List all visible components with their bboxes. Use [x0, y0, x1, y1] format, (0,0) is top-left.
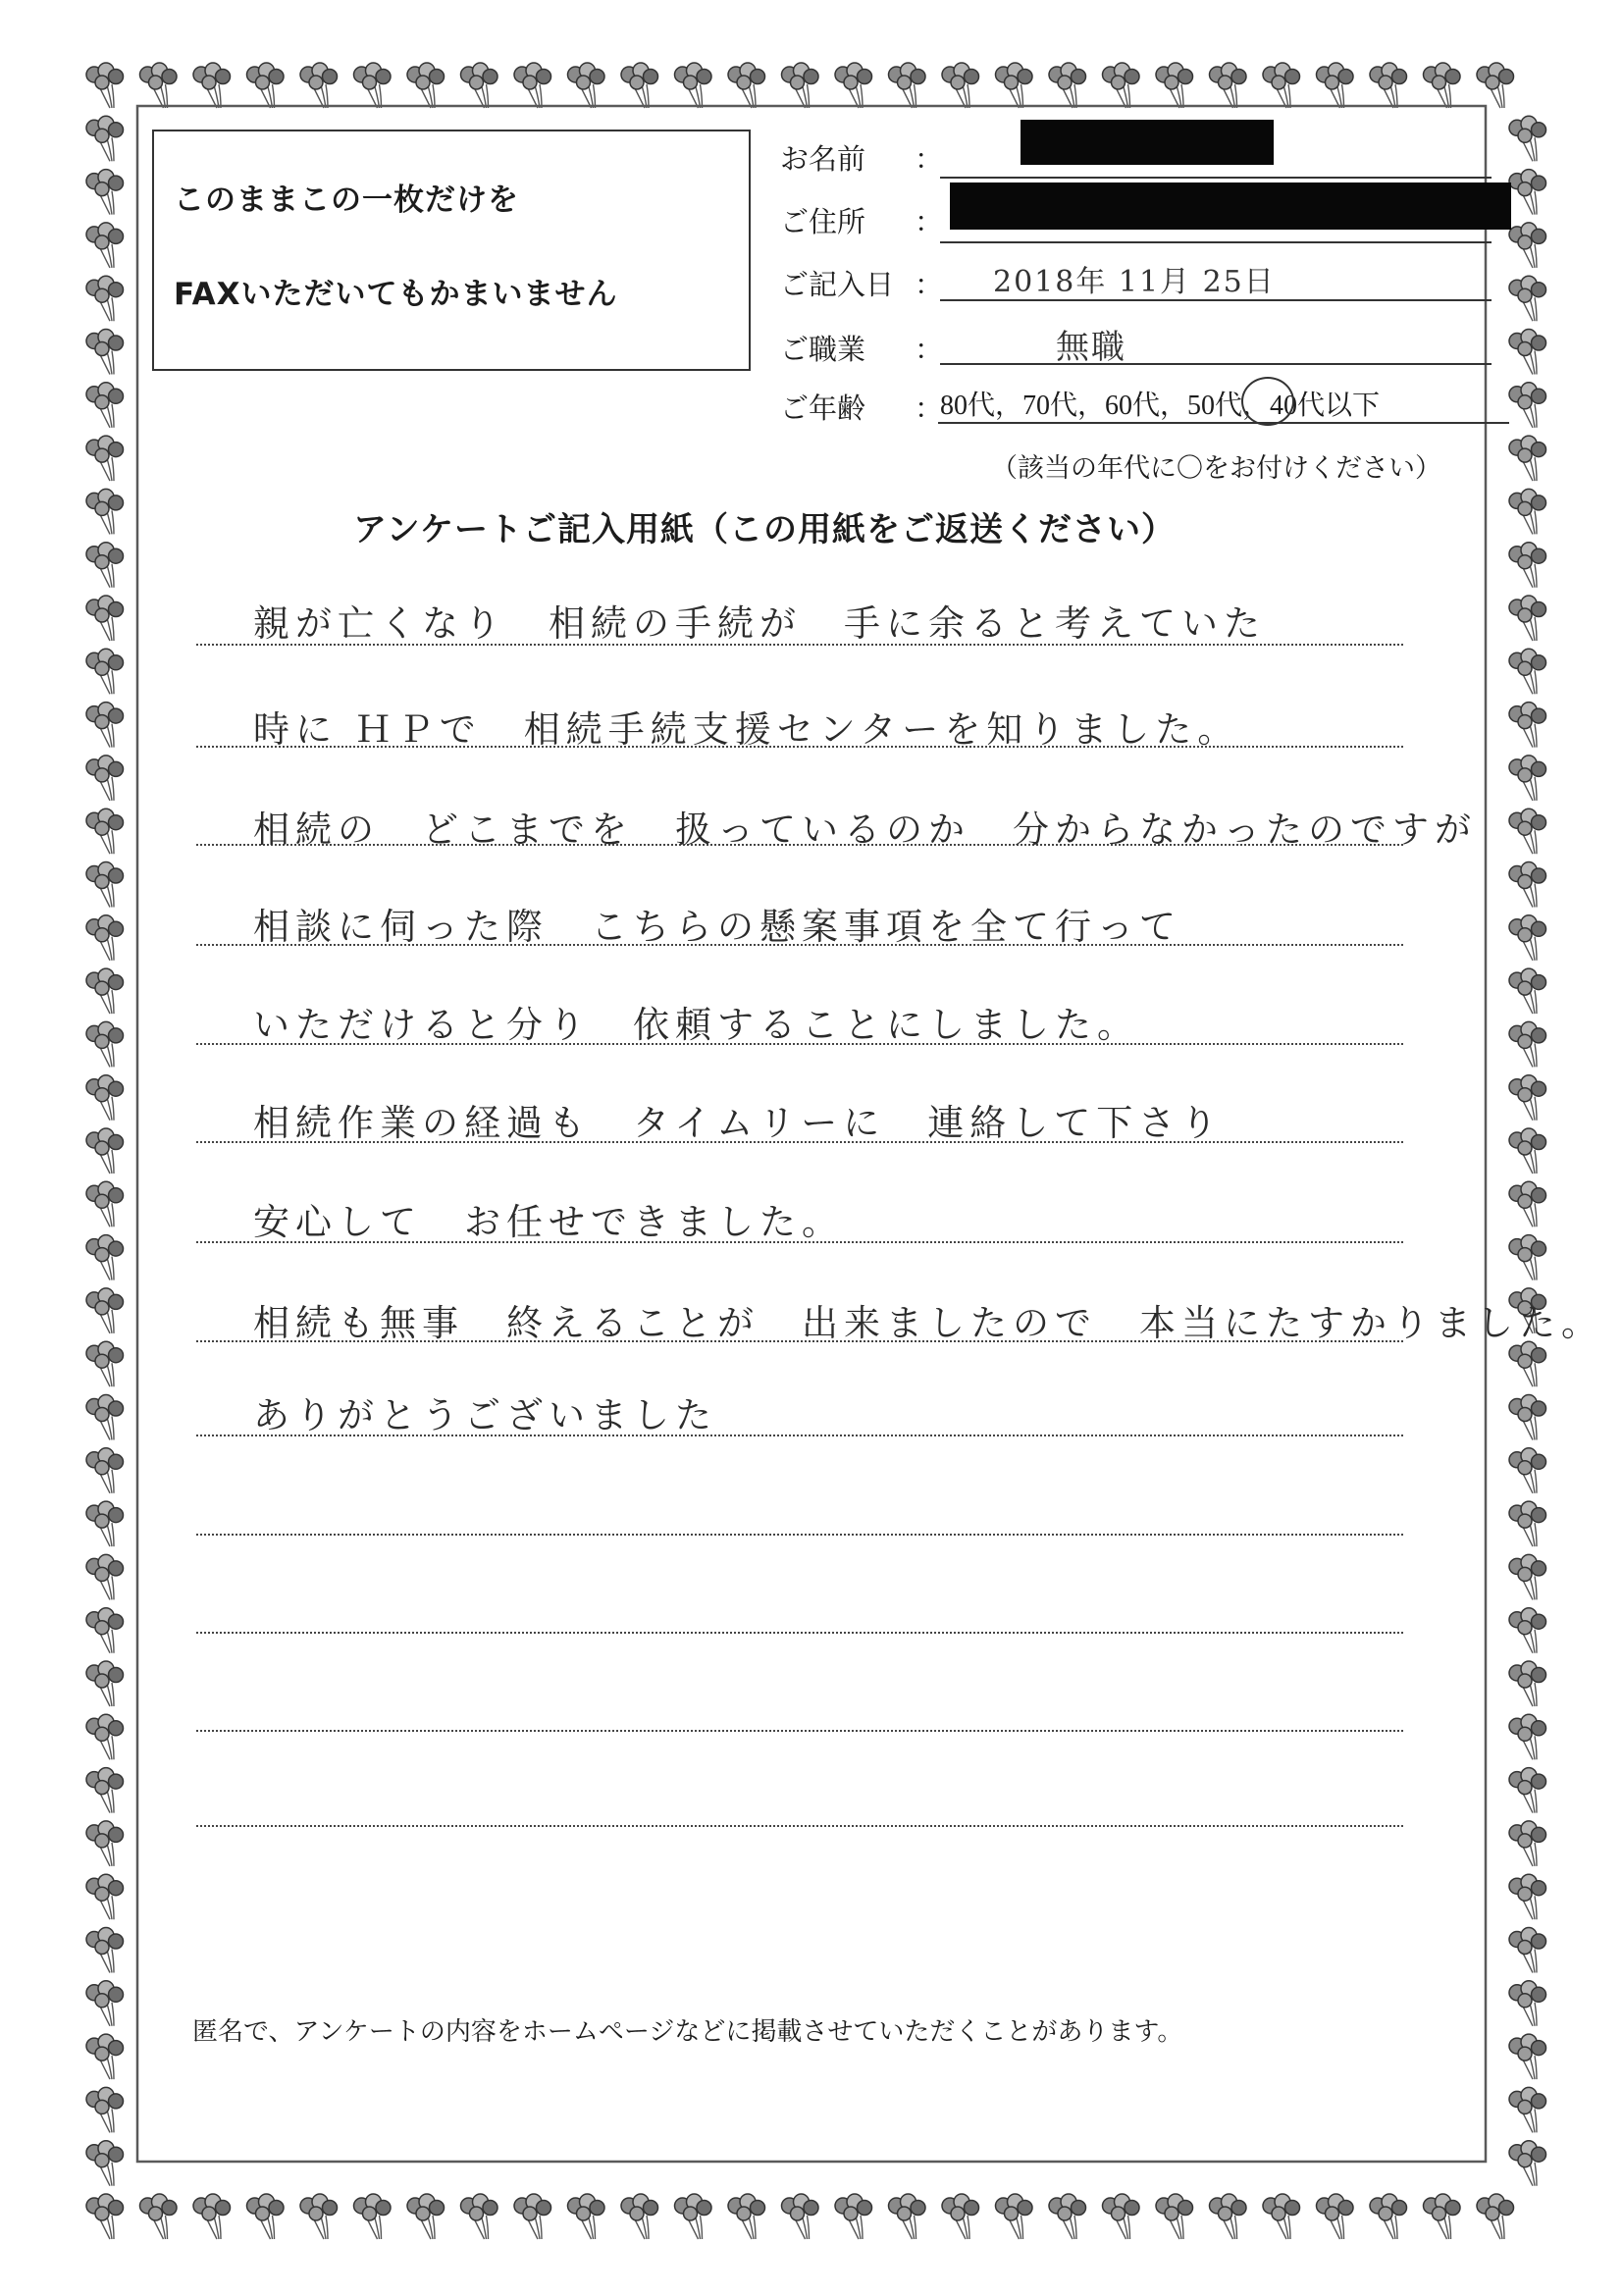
balloon-cluster-icon — [86, 1235, 124, 1280]
balloon-cluster-icon — [86, 330, 124, 375]
age-options: 80代，70代，60代，50代，40代以下 — [940, 391, 1381, 421]
handwritten-comment-3: 相続の どこまでを 扱っているのか 分からなかったのですが — [253, 809, 1477, 851]
address-colon: ： — [915, 205, 944, 238]
balloon-cluster-icon — [1210, 2194, 1247, 2239]
balloon-cluster-icon — [461, 63, 498, 108]
handwritten-comment-6: 相続作業の経過も タイムリーに 連絡して下さり — [253, 1102, 1224, 1144]
age-selected-circle[interactable] — [1241, 377, 1294, 426]
balloon-cluster-icon — [1509, 1501, 1546, 1546]
balloon-cluster-icon — [1509, 2034, 1546, 2079]
balloon-cluster-icon — [86, 543, 124, 588]
handwritten-comment-2: 時に ＨＰで 相続手続支援センターを知りました。 — [253, 708, 1240, 751]
balloon-cluster-icon — [86, 116, 124, 161]
balloon-cluster-icon — [835, 63, 872, 108]
balloon-cluster-icon — [1509, 649, 1546, 694]
comment-line-12[interactable] — [196, 1730, 1403, 1732]
balloon-cluster-icon — [1477, 63, 1514, 108]
balloon-cluster-icon — [728, 2194, 765, 2239]
balloon-cluster-icon — [1370, 2194, 1407, 2239]
balloon-cluster-icon — [86, 968, 124, 1014]
age-label: ご年齢 — [780, 391, 866, 425]
fax-note-box — [152, 130, 751, 371]
balloon-cluster-icon — [86, 170, 124, 215]
fax-note-line-1: このままこの一枚だけを — [174, 183, 519, 218]
balloon-cluster-icon — [354, 63, 392, 108]
balloon-cluster-icon — [1317, 2194, 1354, 2239]
balloon-cluster-icon — [86, 1501, 124, 1546]
balloon-cluster-icon — [1509, 276, 1546, 321]
age-options-underline — [938, 422, 1509, 424]
balloon-cluster-icon — [1370, 63, 1407, 108]
balloon-cluster-icon — [568, 2194, 605, 2239]
occupation-field[interactable] — [940, 363, 1492, 365]
balloon-cluster-icon — [1424, 63, 1461, 108]
balloon-cluster-icon — [889, 63, 926, 108]
handwritten-comment-1: 親が亡くなり 相続の手続が 手に余ると考えていた — [253, 602, 1266, 645]
balloon-cluster-icon — [86, 703, 124, 748]
balloon-cluster-icon — [86, 2087, 124, 2132]
balloon-cluster-icon — [675, 63, 712, 108]
balloon-cluster-icon — [86, 1288, 124, 1333]
balloon-cluster-icon — [1509, 862, 1546, 908]
balloon-cluster-icon — [86, 2141, 124, 2186]
balloon-cluster-icon — [86, 1448, 124, 1493]
comment-line-11[interactable] — [196, 1632, 1403, 1634]
occupation-value: 無職 — [1056, 328, 1126, 367]
comment-line-13[interactable] — [196, 1825, 1403, 1827]
balloon-cluster-icon — [86, 2034, 124, 2079]
balloon-cluster-icon — [86, 436, 124, 481]
balloon-cluster-icon — [86, 276, 124, 321]
balloon-cluster-icon — [140, 63, 178, 108]
balloon-cluster-icon — [835, 2194, 872, 2239]
name-colon: ： — [915, 142, 944, 176]
balloon-cluster-icon — [1509, 1768, 1546, 1813]
balloon-cluster-icon — [86, 1768, 124, 1813]
balloon-cluster-icon — [782, 2194, 819, 2239]
balloon-cluster-icon — [86, 63, 124, 108]
balloon-cluster-icon — [86, 1395, 124, 1440]
balloon-cluster-icon — [1509, 1981, 1546, 2026]
balloon-cluster-icon — [140, 2194, 178, 2239]
name-field[interactable] — [940, 177, 1492, 179]
balloon-cluster-icon — [1477, 2194, 1514, 2239]
balloon-cluster-icon — [407, 63, 445, 108]
balloon-cluster-icon — [86, 1075, 124, 1121]
comment-line-10[interactable] — [196, 1534, 1403, 1536]
balloon-cluster-icon — [1509, 1395, 1546, 1440]
balloon-cluster-icon — [247, 2194, 285, 2239]
balloon-cluster-icon — [1424, 2194, 1461, 2239]
balloon-cluster-icon — [300, 63, 338, 108]
balloon-cluster-icon — [86, 1874, 124, 1919]
balloon-cluster-icon — [86, 1661, 124, 1706]
balloon-cluster-icon — [86, 1928, 124, 1973]
balloon-cluster-icon — [86, 915, 124, 961]
balloon-cluster-icon — [1509, 1661, 1546, 1706]
balloon-cluster-icon — [1509, 2087, 1546, 2132]
balloon-cluster-icon — [1509, 968, 1546, 1014]
balloon-cluster-icon — [86, 1128, 124, 1174]
balloon-cluster-icon — [1509, 330, 1546, 375]
balloon-cluster-icon — [1509, 1181, 1546, 1226]
handwritten-comment-8: 相続も無事 終えることが 出来ましたので 本当にたすかりました。 — [253, 1302, 1603, 1344]
balloon-cluster-icon — [86, 862, 124, 908]
date-label: ご記入日 — [780, 268, 895, 301]
balloon-cluster-icon — [675, 2194, 712, 2239]
balloon-cluster-icon — [86, 756, 124, 801]
balloon-cluster-icon — [621, 63, 658, 108]
date-value: 2018年 11月 25日 — [993, 265, 1276, 299]
balloon-cluster-icon — [1509, 756, 1546, 801]
balloon-cluster-icon — [1156, 2194, 1193, 2239]
balloon-cluster-icon — [1509, 1554, 1546, 1599]
balloon-cluster-icon — [1509, 489, 1546, 534]
balloon-cluster-icon — [1509, 809, 1546, 854]
balloon-cluster-icon — [86, 1554, 124, 1599]
balloon-cluster-icon — [86, 1608, 124, 1653]
balloon-cluster-icon — [1210, 63, 1247, 108]
balloon-cluster-icon — [1509, 1235, 1546, 1280]
balloon-cluster-icon — [86, 649, 124, 694]
name-label: お名前 — [780, 142, 866, 176]
balloon-cluster-icon — [889, 2194, 926, 2239]
balloon-cluster-icon — [621, 2194, 658, 2239]
balloon-cluster-icon — [86, 1181, 124, 1226]
balloon-cluster-icon — [782, 63, 819, 108]
balloon-cluster-icon — [1509, 543, 1546, 588]
balloon-cluster-icon — [247, 63, 285, 108]
balloon-cluster-icon — [1509, 170, 1546, 215]
form-title: アンケートご記入用紙（この用紙をご返送ください） — [353, 510, 1176, 549]
balloon-cluster-icon — [1509, 1341, 1546, 1386]
balloon-cluster-icon — [1509, 1075, 1546, 1121]
balloon-cluster-icon — [86, 1714, 124, 1759]
balloon-cluster-icon — [86, 596, 124, 641]
balloon-cluster-icon — [1509, 1714, 1546, 1759]
occupation-label: ご職業 — [780, 333, 866, 366]
address-label: ご住所 — [780, 205, 866, 238]
balloon-cluster-icon — [942, 63, 979, 108]
balloon-cluster-icon — [1103, 2194, 1140, 2239]
balloon-cluster-icon — [1509, 915, 1546, 961]
balloon-cluster-icon — [942, 2194, 979, 2239]
balloon-cluster-icon — [193, 2194, 231, 2239]
balloon-cluster-icon — [1509, 223, 1546, 268]
balloon-cluster-icon — [86, 809, 124, 854]
balloon-cluster-icon — [86, 2194, 124, 2239]
balloon-cluster-icon — [1509, 383, 1546, 428]
balloon-cluster-icon — [193, 63, 231, 108]
age-colon: ： — [915, 391, 944, 425]
address-field[interactable] — [940, 241, 1492, 243]
balloon-cluster-icon — [1509, 1128, 1546, 1174]
handwritten-comment-9: ありがとうございました — [253, 1394, 717, 1436]
name-redaction — [1021, 120, 1274, 165]
balloon-cluster-icon — [996, 2194, 1033, 2239]
balloon-cluster-icon — [514, 2194, 551, 2239]
balloon-cluster-icon — [86, 489, 124, 534]
balloon-cluster-icon — [1509, 1608, 1546, 1653]
balloon-cluster-icon — [1263, 63, 1300, 108]
balloon-cluster-icon — [1509, 703, 1546, 748]
balloon-cluster-icon — [1509, 1928, 1546, 1973]
address-redaction — [950, 183, 1511, 230]
handwritten-comment-5: いただけると分り 依頼することにしました。 — [253, 1004, 1139, 1046]
balloon-cluster-icon — [407, 2194, 445, 2239]
balloon-cluster-icon — [1103, 63, 1140, 108]
balloon-cluster-icon — [1509, 1021, 1546, 1067]
balloon-cluster-icon — [86, 1021, 124, 1067]
balloon-cluster-icon — [1509, 436, 1546, 481]
balloon-cluster-icon — [1509, 1874, 1546, 1919]
footer-note: 匿名で、アンケートの内容をホームページなどに掲載させていただくことがあります。 — [192, 2017, 1183, 2047]
balloon-cluster-icon — [1049, 63, 1086, 108]
balloon-cluster-icon — [1509, 596, 1546, 641]
balloon-cluster-icon — [996, 63, 1033, 108]
balloon-cluster-icon — [86, 1981, 124, 2026]
balloon-cluster-icon — [1509, 1821, 1546, 1866]
age-note: （該当の年代に〇をお付けください） — [991, 453, 1441, 484]
balloon-cluster-icon — [86, 383, 124, 428]
balloon-cluster-icon — [1263, 2194, 1300, 2239]
date-colon: ： — [915, 268, 944, 301]
balloon-cluster-icon — [1156, 63, 1193, 108]
balloon-cluster-icon — [1317, 63, 1354, 108]
balloon-cluster-icon — [1509, 1448, 1546, 1493]
balloon-cluster-icon — [300, 2194, 338, 2239]
balloon-cluster-icon — [1049, 2194, 1086, 2239]
fax-note-line-2: FAXいただいてもかまいません — [174, 277, 618, 312]
occupation-colon: ： — [915, 333, 944, 366]
balloon-cluster-icon — [86, 223, 124, 268]
balloon-cluster-icon — [728, 63, 765, 108]
balloon-cluster-icon — [568, 63, 605, 108]
balloon-cluster-icon — [1509, 116, 1546, 161]
handwritten-comment-4: 相談に伺った際 こちらの懸案事項を全て行って — [253, 906, 1181, 948]
handwritten-comment-7: 安心して お任せできました。 — [253, 1201, 844, 1243]
balloon-cluster-icon — [86, 1341, 124, 1386]
balloon-cluster-icon — [1509, 2141, 1546, 2186]
balloon-cluster-icon — [514, 63, 551, 108]
balloon-cluster-icon — [461, 2194, 498, 2239]
balloon-cluster-icon — [354, 2194, 392, 2239]
balloon-cluster-icon — [86, 1821, 124, 1866]
